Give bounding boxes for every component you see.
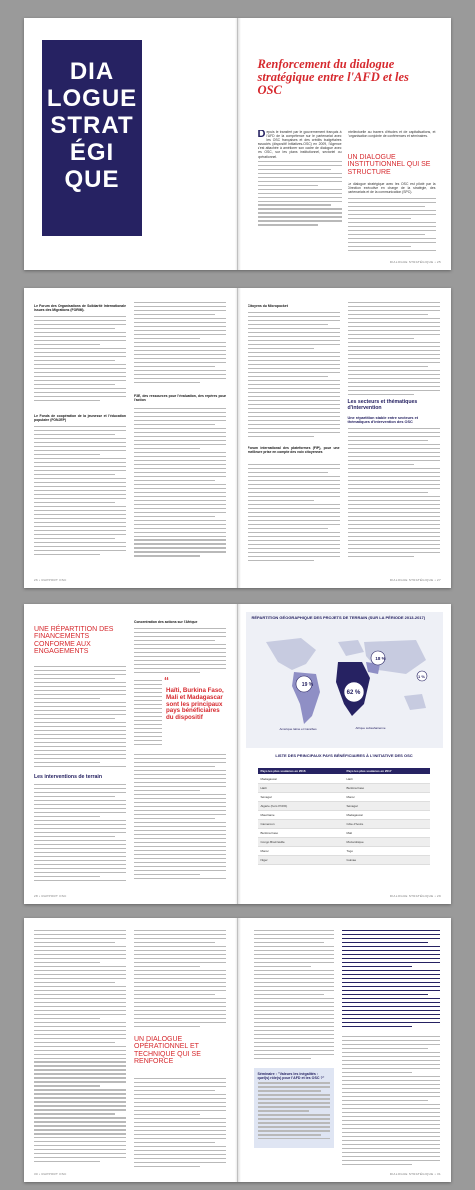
table-row: Madagascar Haïti: [258, 774, 430, 783]
beneficiary-table: [258, 768, 430, 865]
page-29: [238, 604, 452, 904]
secteurs-title: Les secteurs et thématiques d'intervention: [347, 399, 418, 411]
map-label-latam: 19 %: [301, 682, 314, 688]
spread-4: [24, 918, 451, 1182]
afrique-heading: Concentration des actions sur l'Afrique: [134, 620, 198, 624]
col2-lines-a: [134, 302, 226, 390]
cover-title: DIA LOGUE STRAT ÉGI QUE: [46, 58, 138, 193]
cover-title-block: [42, 40, 142, 236]
f3e-heading: F3E, des ressources pour l'évaluation, des repères pour l'action: [134, 394, 226, 403]
map-title: RÉPARTITION GÉOGRAPHIQUE DES PROJETS DE TERRAIN (SUR LA PÉRIODE 2013-2017): [251, 615, 426, 620]
page-26: [24, 288, 238, 588]
secteurs-subtitle: Une répartition stable entre secteurs et thématiques d'intervention des OSC: [347, 416, 418, 425]
col2-lines-b: [134, 754, 226, 884]
forim-heading: Le Forum des Organisations de Solidarité Internationale issues des Migrations (FORIM).: [34, 304, 126, 312]
map-label-asia: 18 %: [375, 656, 386, 661]
operationnel-title: UN DIALOGUE OPÉRATIONNEL ET TECHNIQUE QUI SE RENFORCE: [134, 1036, 201, 1066]
col1-lines: [34, 930, 126, 1172]
intro-body-lines: [258, 161, 342, 231]
table-row: Haïti Burkina Faso: [258, 783, 430, 792]
map-label-africa: 62 %: [346, 690, 361, 696]
col2-lines-a: [134, 930, 226, 1032]
col1-lines-a: [34, 666, 126, 770]
page-footer: 30 • RAPPORT OSC: [34, 1172, 67, 1176]
spread-3: [24, 604, 451, 904]
page-chapter-intro: [238, 18, 452, 270]
col1-lines-a: [34, 316, 126, 408]
spread-1: [24, 18, 451, 270]
table-row: Algérie (hors PCPA) Sénégal: [258, 801, 430, 810]
table-title: LISTE DES PRINCIPAUX PAYS BÉNÉFICIAIRES À L'INITIATIVE DES OSC: [275, 753, 413, 758]
interventions-subtitle: Les interventions de terrain: [34, 774, 103, 780]
table-row: Sénégal Maroc: [258, 792, 430, 801]
page-footer: 28 • RAPPORT OSC: [34, 894, 67, 898]
seminaire-box-lines: [258, 1082, 330, 1142]
table-header-2016: Pays les plus soutenus en 2016: [258, 768, 344, 774]
col2-lines-narrow: [134, 680, 162, 750]
col2-lines-b: [348, 428, 440, 568]
section-title-institutionnel: UN DIALOGUE INSTITUTIONNEL QUI SE STRUCTURE: [347, 154, 431, 176]
page-footer: DIALOGUE STRATÉGIQUE • 25: [389, 260, 441, 264]
col2-highlight-lines: [342, 930, 440, 1030]
fonjep-heading: Le Fonds de coopération de la jeunesse et l'éducation populaire (FONJEP): [34, 414, 126, 422]
legend-africa: Afrique subsaharienne: [355, 726, 386, 730]
page-footer: DIALOGUE STRATÉGIQUE • 29: [389, 894, 441, 898]
col1-lines-a: [248, 312, 340, 442]
page-footer: DIALOGUE STRATÉGIQUE • 27: [389, 578, 441, 582]
map-label-other: 1 %: [418, 674, 425, 679]
page-31: [238, 918, 452, 1182]
page-footer: 26 • RAPPORT OSC: [34, 578, 67, 582]
table-row: Niger Guinée: [258, 855, 430, 864]
seminaire-box-title: Séminaire : "Valeurs les inégalités : quel(s) rôle(s) pour l'AFD et les OSC ?": [257, 1072, 325, 1081]
intro-column: Depuis le transfert par le gouvernement français à l'AFD de la compétence sur le partenariat avec les OSC françaises et des crédits budgétaires associés (dispositif Initiatives-OSC) en 2009, l'Agence s'est attachée à améliorer son cadre de dialogue avec les OSC, sur les plans institutionnel, sectoriel ou opérationnel.: [258, 130, 342, 260]
col2-lines-a: [348, 302, 440, 398]
table-row: Burkina Faso Mali: [258, 828, 430, 837]
micropocket-heading: Citoyens du Micropocket: [247, 304, 288, 308]
page-cover: [24, 18, 238, 270]
repartition-title: UNE RÉPARTITION DES FINANCEMENTS CONFORME AUX ENGAGEMENTS: [34, 626, 114, 656]
col1-lines-b: [34, 784, 126, 884]
col2-lines-b: [134, 408, 226, 568]
col2-lines: [342, 1036, 440, 1172]
table-header-2017: Pays les plus soutenus en 2017: [344, 768, 430, 774]
section1-body-lines: [348, 198, 436, 256]
section1-lead: Le dialogue stratégique avec les OSC est piloté par la Direction exécutive en charge de la stratégie, des partenariats et de la communication (SPC).: [347, 182, 436, 195]
oceania-shape: [404, 694, 426, 710]
page-27: [238, 288, 452, 588]
col1-lines-b: [34, 426, 126, 566]
col1-lines: [254, 930, 334, 1064]
quote-mark-icon: “: [164, 676, 169, 687]
page-30: [24, 918, 238, 1182]
page-footer: DIALOGUE STRATÉGIQUE • 31: [389, 1172, 441, 1176]
table-row: Maroc Togo: [258, 846, 430, 855]
fip-heading: Forum international des plateformes (FIP), pour une meilleure prise en compte des voix citoyennes: [247, 446, 340, 455]
page-28: [24, 604, 238, 904]
chapter-title: Renforcement du dialogue stratégique entre l'AFD et les OSC: [257, 57, 409, 97]
table-row: Cameroun Côte d'Ivoire: [258, 819, 430, 828]
col1-lines-b: [248, 464, 340, 568]
pull-quote: Haïti, Burkina Faso, Mali et Madagascar sont les principaux pays bénéficiaires du dispositif: [166, 687, 224, 722]
col2-lines-b: [134, 1078, 226, 1172]
table-row: Mauritanie Madagascar: [258, 810, 430, 819]
col2-lines-a: [134, 628, 226, 678]
europe-shape: [338, 640, 364, 656]
spread-2: [24, 288, 451, 588]
drop-cap: D: [257, 130, 266, 140]
north-america-shape: [266, 638, 316, 670]
seminaire-box: [254, 1068, 334, 1148]
table-row: Congo Brazzaville Mozambique: [258, 837, 430, 846]
legend-latam: Amérique latine et Caraïbes: [279, 727, 317, 731]
intro-column-2: intellectuelle au travers d'études et de capitalisations, et l'organisation conjointe de conférences et séminaires.: [347, 130, 436, 139]
